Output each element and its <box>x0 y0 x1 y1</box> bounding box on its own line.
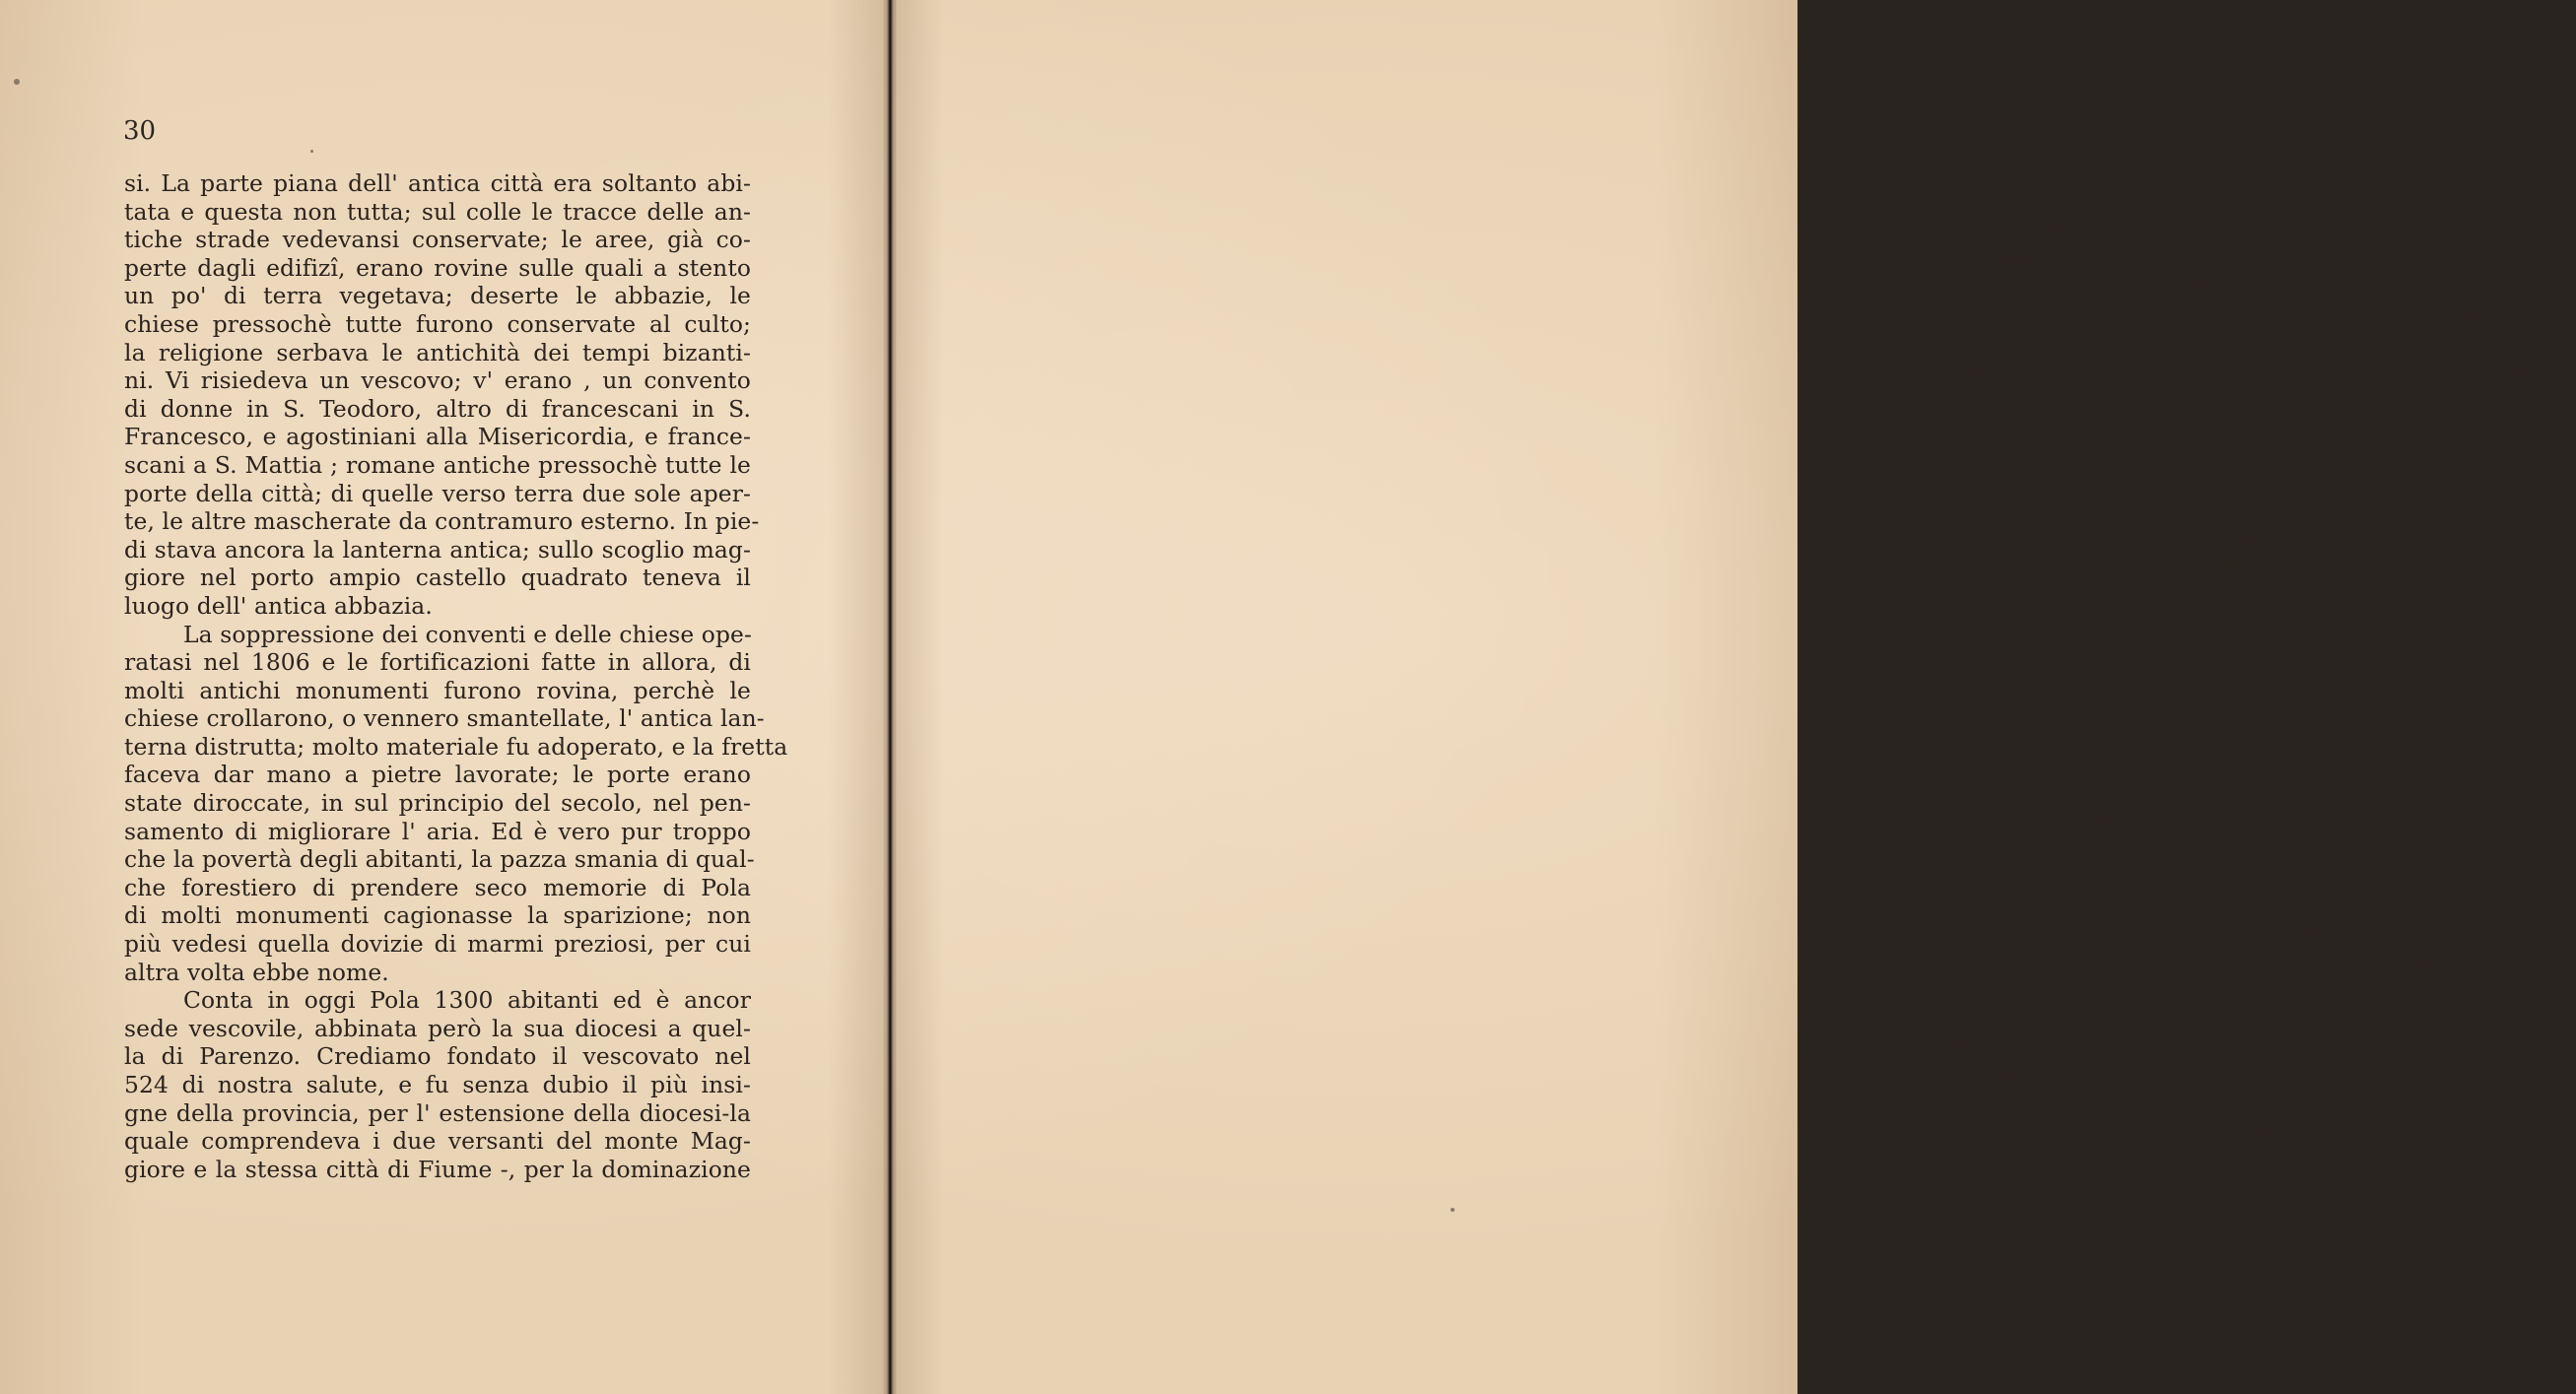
text-line: tiche strade vedevansi conservate; le aree, già co- <box>124 226 751 254</box>
text-line: dell' isola dei Brioni, il commendatore dei templari, <box>1912 496 2541 524</box>
text-line: in qual tempo, all' arcivescovo di Ravenna e che ap- <box>1912 777 2541 806</box>
text-line: di stava ancora la lanterna antica; sullo scoglio mag- <box>124 535 751 564</box>
text-line: ni. Vi risiedeva un vescovo; v' erano , un convento <box>124 366 751 395</box>
text-line: per la qualità delle abbazie e dei capitoli, per la co- <box>1912 185 2541 214</box>
text-line: chiese crollarono, o vennero smantellate, l' antica lan- <box>124 704 765 733</box>
text-line: pia del clero, per la sontuosità degli edifizî sacri. <box>1912 214 2541 242</box>
text-line: la di Parenzo. Crediamo fondato il vescovato nel <box>124 1042 751 1071</box>
text-line: La città di Pola comunque posta alla latitudine <box>1971 1115 2541 1144</box>
text-line: La soppressione dei conventi e delle chiese ope- <box>183 620 753 648</box>
paper-speck <box>14 79 20 85</box>
text-line: Allorquando nei tempi addietro nuovo vescovo pren- <box>1912 241 2541 270</box>
text-line: recenti al patriarca di Venezia, nei recentissimi al- <box>1912 890 2541 918</box>
text-line: patrimonio della chiesa. Corre voce, che il vescovato <box>1912 720 2541 749</box>
text-line: gnorotti di Pola; non meno di undici capitoli, nu- <box>1912 636 2541 665</box>
text-line: do Pola ancor tenevasi città di qualche conto, il <box>1912 382 2541 411</box>
text-line: deva possesso della sede, la città di Fiume mandava <box>1912 270 2541 299</box>
text-line: si. La parte piana dell' antica città era soltanto abi- <box>124 169 751 197</box>
text-line: suo vescovo circondavano l' opulente abbate di S. <box>1912 411 2541 439</box>
text-line: di donne in S. Teodoro, altro di francescani in S. <box>124 394 751 423</box>
text-line: merava l' episcopato; frequentissime le arcipreture ed <box>1912 664 2553 693</box>
text-line: sognoso di braccia a trarne utile maggiore. <box>1912 1087 2422 1115</box>
text-line: Pola è residenza di commissariato, presidio mi- <box>1971 1002 2541 1030</box>
text-line: altra volta ebbe nome. <box>124 958 389 986</box>
text-line: un po' di terra vegetava; deserte le abbazie, le <box>124 282 751 310</box>
text-line: sacis, e tanti altri di cui perfino il nome oggidì igno- <box>1912 552 2541 580</box>
paper-speck <box>1451 1208 1455 1212</box>
left-page <box>0 0 887 1394</box>
text-line: a lui giuravano fedeltà, tra questi li stessi Sergî, si- <box>1912 608 2541 636</box>
text-line: l' arcivescovo di Gorizia. Nello smembramento della <box>1912 918 2541 947</box>
text-line: quale comprendeva i due versanti del monte Mag- <box>124 1127 751 1156</box>
text-line: gne della provincia, per l' estensione della diocesi-la <box>124 1098 751 1127</box>
page-number-left: 30 <box>123 116 157 146</box>
text-line: di tela, sessanta Moschenizze. Nel secolo XIII, quan- <box>1912 355 2541 383</box>
text-line: scani a S. Mattia ; romane antiche pressochè tutte le <box>124 450 751 479</box>
text-line: patriarca di Aquileia. Fu intorno la metà del secolo <box>1912 833 2541 862</box>
text-line: che la povertà degli abitanti, la pazza smania di qual- <box>124 845 755 874</box>
text-line: terna distrutta; molto materiale fu adoperato, e la fretta <box>124 732 788 761</box>
text-line: aveva, ma di questo conserva ancora la feracità, bi- <box>1912 1059 2541 1087</box>
text-line: porte della città; di quelle verso terra due sole aper- <box>124 479 751 507</box>
text-line: ratasi nel 1806 e le fortificazioni fatte in allora, di <box>124 648 751 677</box>
text-line: 524 di nostra salute, e fu senza dubio il più insi- <box>124 1071 751 1098</box>
text-line: decorso sottoposto all' arcivescovato di Udine, in tempi <box>1912 861 2566 890</box>
text-line: state diroccate, in sul principio del secolo, nel pen- <box>124 789 751 818</box>
text-line: di 44° 52′ 16″ (campanile di S. Francesco, la longi- <box>1912 1143 2541 1171</box>
text-line: Maria e di S. Andrea dell' ordine cassinense, quel- <box>1912 438 2541 467</box>
text-line: Conta in oggi Pola 1300 abitanti ed è ancor <box>183 986 751 1015</box>
text-line: diocesi, avvenuto nel 1790, venti parochie furono <box>1912 946 2541 974</box>
text-line: litare. L' agro suo non ha l' estensione che l' antico <box>1912 1030 2541 1059</box>
text-line: tolte alla diocesi di Pola, e date a Trieste. <box>1912 974 2400 1003</box>
text-line: tata e questa non tutta; sul colle le tracce delle an- <box>124 197 751 226</box>
text-line: samento di migliorare l' aria. Ed è vero pur troppo <box>124 817 751 845</box>
text-line: luogo dell' antica abbazia. <box>124 591 433 620</box>
text-line: te, le altre mascherate da contramuro esterno. In pie- <box>124 507 760 536</box>
text-line: molti antichi monumenti furono rovina, perchè le <box>124 676 751 704</box>
right-page <box>895 0 2576 1394</box>
text-line: faceva dar mano a pietre lavorate; le porte erano <box>124 761 751 789</box>
text-line: i conventi semplici di uomini e di donne ; ricco il <box>1912 693 2541 721</box>
page-number-right: 31 <box>2509 116 2542 146</box>
right-page-text <box>1912 158 2576 1171</box>
text-line: più vedesi quella dovizie di marmi preziosi, per cui <box>124 930 751 959</box>
text-line: che forestiero di prendere seco memorie di Pola <box>124 873 751 901</box>
text-line: Francesco, e agostiniani alla Misericordia, e france- <box>124 423 751 451</box>
text-line: temporale ch' esercitava su gran parte di quella, <box>1912 158 2541 185</box>
text-line: chi ; Castua in occasione di visita offriva ottanta braccia <box>1912 326 2576 355</box>
text-line: in omaggio un cavallo, uno smeriglione, due cani bian- <box>1912 298 2557 326</box>
text-line: di molti monumenti cagionasse la sparizione; non <box>124 901 751 930</box>
paper-speck <box>310 150 313 153</box>
text-line: giore nel porto ampio castello quadrato teneva il <box>124 564 751 592</box>
text-line: perte dagli edifizî, erano rovine sulle quali a stento <box>124 253 751 282</box>
text-line: l' abbate di Barbana, l' abbate di S. Giacomo di Ro- <box>1912 523 2541 552</box>
text-line: di Pola fosse dato suffraganeo non sapressimo dire <box>1912 749 2541 777</box>
text-line: giore e la stessa città di Fiume -, per la dominazione <box>124 1155 751 1183</box>
text-line: chiese pressochè tutte furono conservate al culto; <box>124 309 751 338</box>
text-line: lo di San Michele dell' ordine camaldolense, quello <box>1912 467 2541 496</box>
text-line: la religione serbava le antichità dei tempi bizanti- <box>124 338 751 366</box>
text-line: sede vescovile, abbinata però la sua diocesi a quel- <box>124 1014 751 1042</box>
text-line: rasi. Aveva il prelato numerosa corte di vassalli, che <box>1912 579 2541 608</box>
text-line: pena nel 1028 ritornasse al naturale metropolita, al <box>1912 805 2541 833</box>
left-page-text <box>124 169 788 1183</box>
